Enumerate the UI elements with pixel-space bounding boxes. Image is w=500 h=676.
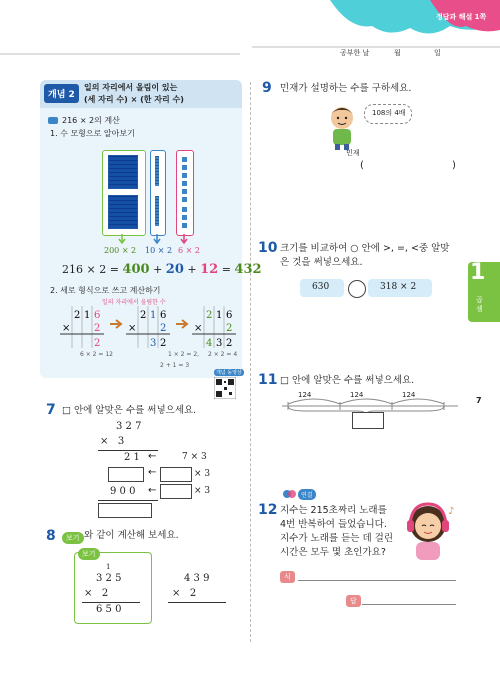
svg-text:2: 2 [226,323,233,334]
q7-times-3: × 3 [194,486,211,496]
q7-answer-box-2[interactable] [160,467,192,482]
q7-arrow-2: ← [148,467,157,478]
q8-example-result: 6 5 0 [96,604,122,615]
equation-c: 12 [200,262,219,277]
q10-text-1: 크기를 비교하여 ○ 안에 >, =, <중 알맞 [280,243,450,254]
vertical-calcs [58,304,242,374]
q8-example-box-tag: 보기 [78,548,100,560]
q7-arrow-3: ← [148,485,157,496]
svg-text:1: 1 [150,310,157,321]
svg-text:1: 1 [84,310,91,321]
q7-number: 7 [46,402,56,418]
q10-text-2: 은 것을 써넣으세요. [280,257,363,268]
svg-text:3: 3 [150,338,157,349]
concept-badge: 개념 2 [44,84,79,103]
q7-top: 3 2 7 [116,421,142,432]
q8-example-rule [82,602,140,603]
step1-label: 1. 수 모형으로 알아보기 [50,129,135,138]
block-label-hundreds: 200 × 2 [104,246,137,255]
concept-title-2: (세 자리 수) × (한 자리 수) [84,95,184,104]
study-day-label: 공부한 날 [340,49,370,57]
link-icon [282,488,296,500]
q12-dap-line[interactable] [362,604,456,605]
svg-text:×: × [194,323,203,334]
q7-answer-box-4[interactable] [98,503,152,518]
svg-text:2: 2 [160,338,167,349]
equation-result: 432 [234,262,262,277]
equation-b: 20 [165,262,184,277]
svg-text:2: 2 [226,338,233,349]
carry-note: 일의 자리에서 올림한 수 [102,299,166,306]
answer-key-badge: 정답과 해설 1쪽 [436,13,487,21]
page-number: 7 [476,396,482,405]
concept-subtitle: 216 × 2의 계산 [62,116,120,125]
q9-answer-open: ( [360,160,364,171]
q11-segment-3: 124 [402,391,416,399]
q10-right-value: 318 × 2 [380,282,417,292]
q12-line-4: 시간은 모두 몇 초인가요? [280,547,386,558]
q10-number: 10 [258,240,278,256]
q7-mult: × 3 [100,436,125,447]
q12-line-3: 지수가 노래를 듣는 데 걸린 [280,533,394,544]
q7-row1: 2 1 [124,452,140,463]
top-banner [0,0,500,60]
q11-segment-1: 124 [298,391,312,399]
equation-eq: = [221,263,231,276]
svg-text:×: × [128,323,137,334]
q7-answer-box-3[interactable] [160,484,192,499]
ten-rod-1 [155,156,159,186]
equation-a: 400 [122,262,150,277]
q7-times-2: × 3 [194,469,211,479]
qr-code-icon[interactable] [214,377,236,399]
girl-with-headphones-icon [402,500,458,560]
q8-example-carry: 1 [106,563,111,571]
step2-label: 2. 세로 형식으로 쓰고 계산하기 [50,286,161,295]
svg-text:6: 6 [226,310,233,321]
column-divider [250,82,251,642]
q8-problem-rule [168,602,226,603]
ten-rod-2 [155,196,159,226]
q8-problem-mult: × 2 [172,588,197,599]
note-ones: 6 × 2 = 12 [80,351,113,358]
hundred-block-2 [108,195,138,229]
svg-text:3: 3 [216,338,223,349]
q7-rule-2 [98,500,158,501]
svg-text:2: 2 [74,310,81,321]
svg-text:2: 2 [140,310,147,321]
q8-example-mult: × 2 [84,588,109,599]
book-icon [48,117,58,124]
q12-number: 12 [258,502,278,518]
q12-link-tag: 연결 [298,489,316,500]
svg-text:2: 2 [94,338,101,349]
svg-text:6: 6 [94,310,101,321]
q12-dap-label: 답 [346,595,361,607]
q8-text: 와 같이 계산해 보세요. [84,530,179,541]
q8-problem-top: 4 3 9 [184,573,210,584]
q11-answer-box[interactable] [352,412,384,429]
svg-text:1: 1 [216,310,223,321]
block-label-tens: 10 × 2 [145,246,173,255]
q7-arrow-1: ← [148,451,157,462]
q8-number: 8 [46,528,56,544]
block-label-ones: 6 × 2 [178,246,200,255]
q11-number: 11 [258,372,278,388]
q10-left-value: 630 [312,282,330,292]
chapter-tab-label: 곱셈 [476,296,483,313]
q9-number: 9 [262,80,272,96]
svg-text:6: 6 [160,310,167,321]
svg-text:2: 2 [206,310,213,321]
q10-compare-circle[interactable] [348,280,366,298]
q9-name: 민재 [346,149,360,157]
q7-text: □ 안에 알맞은 수를 써넣으세요. [62,405,197,416]
note-tens-2: 2 + 1 = 3 [160,362,190,369]
q11-text: □ 안에 알맞은 수를 써넣으세요. [280,375,415,386]
hundred-block-1 [108,155,138,189]
svg-text:×: × [62,323,71,334]
down-arrows [100,234,200,246]
q8-example-tag: 보기 [62,532,84,544]
note-hundreds: 2 × 2 = 4 [208,351,238,358]
unit-cubes [180,155,190,231]
equation-plus-1: + [153,263,163,276]
q7-row3: 9 0 0 [110,486,136,497]
note-tens-1: 1 × 2 = 2, [168,351,200,358]
svg-text:2: 2 [94,323,101,334]
q9-bubble-text: 108의 4배 [372,109,406,117]
q9-answer-field[interactable] [370,160,450,174]
q8-example-top: 3 2 5 [96,573,122,584]
q12-sik-label: 식 [280,571,295,583]
q9-text: 민재가 설명하는 수를 구하세요. [280,83,412,94]
minjae-character-icon [324,104,360,150]
svg-text:2: 2 [160,323,167,334]
concept-equation [62,262,262,277]
day-label: 일 [434,49,441,57]
chapter-tab-number: 1 [470,260,486,285]
equation-plus-2: + [187,263,197,276]
svg-text:♪: ♪ [448,506,455,517]
concept-title-1: 일의 자리에서 올림이 있는 [84,83,178,92]
equation-lhs: 216 × 2 = [62,263,119,276]
qr-label: 개념 동영상 [216,370,242,376]
q9-answer-close: ) [452,160,456,171]
q12-line-2: 4번 반복하여 들었습니다. [280,519,387,530]
q12-line-1: 지수는 215초짜리 노래를 [280,505,387,516]
q11-segment-2: 124 [350,391,364,399]
q7-answer-box-1[interactable] [108,467,144,482]
month-label: 월 [394,49,401,57]
svg-text:4: 4 [206,338,213,349]
q12-sik-line[interactable] [298,580,456,581]
q7-note1: 7 × 3 [182,452,207,462]
